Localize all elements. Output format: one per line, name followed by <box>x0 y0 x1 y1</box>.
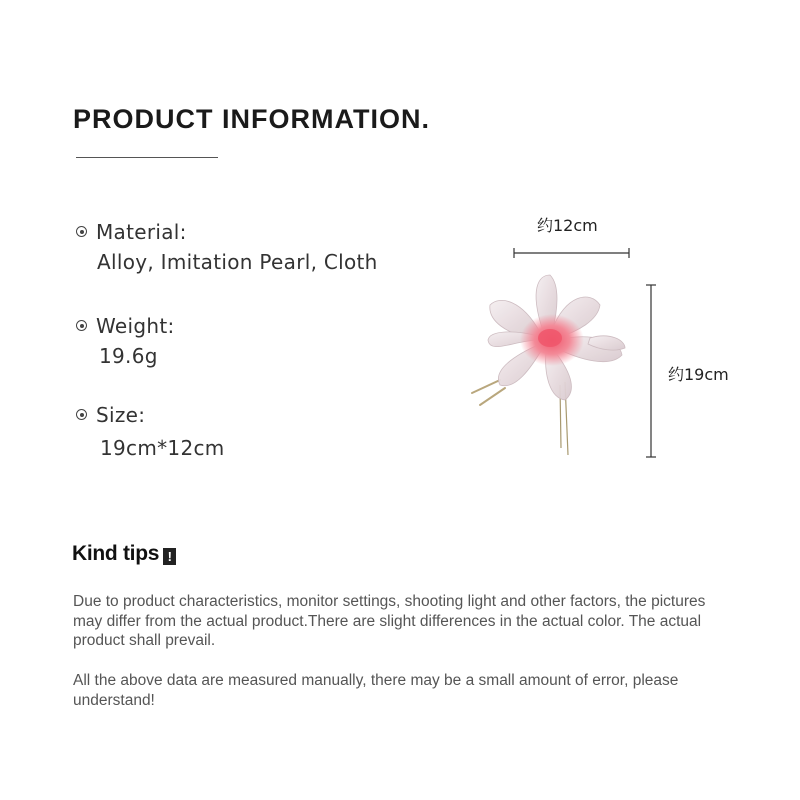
kind-tips-title <box>72 542 176 566</box>
product-figure <box>460 240 670 465</box>
title-underline <box>76 157 218 158</box>
width-dimension-label: 约12cm <box>537 216 598 235</box>
spec-label: Size: <box>96 403 146 427</box>
spec-value: 19.6g <box>99 344 158 368</box>
tip-paragraph: All the above data are measured manually, there may be a small amount of error, please understand! <box>73 672 679 709</box>
page-title: PRODUCT INFORMATION. <box>73 104 430 134</box>
bullet-icon <box>76 226 87 237</box>
exclamation-icon: ! <box>163 548 176 565</box>
flower-core <box>538 329 562 347</box>
spec-size <box>76 403 145 427</box>
spec-value: 19cm*12cm <box>100 436 225 460</box>
bullet-icon <box>76 320 87 331</box>
kind-tips-label: Kind tips <box>72 542 160 565</box>
spec-value: Alloy, Imitation Pearl, Cloth <box>97 250 378 274</box>
width-dimension-bar <box>514 248 629 258</box>
height-dimension-label: 约19cm <box>668 365 729 384</box>
height-dimension-bar <box>646 285 656 457</box>
spec-material <box>76 220 187 244</box>
spec-label: Weight: <box>96 314 175 338</box>
tip-paragraph: Due to product characteristics, monitor settings, shooting light and other factors, the pictures may differ from the actual product.There are slight differences in the actual color. The actual product shall prevail. <box>73 593 706 649</box>
spec-weight <box>76 314 175 338</box>
spec-label: Material: <box>96 220 187 244</box>
bullet-icon <box>76 409 87 420</box>
